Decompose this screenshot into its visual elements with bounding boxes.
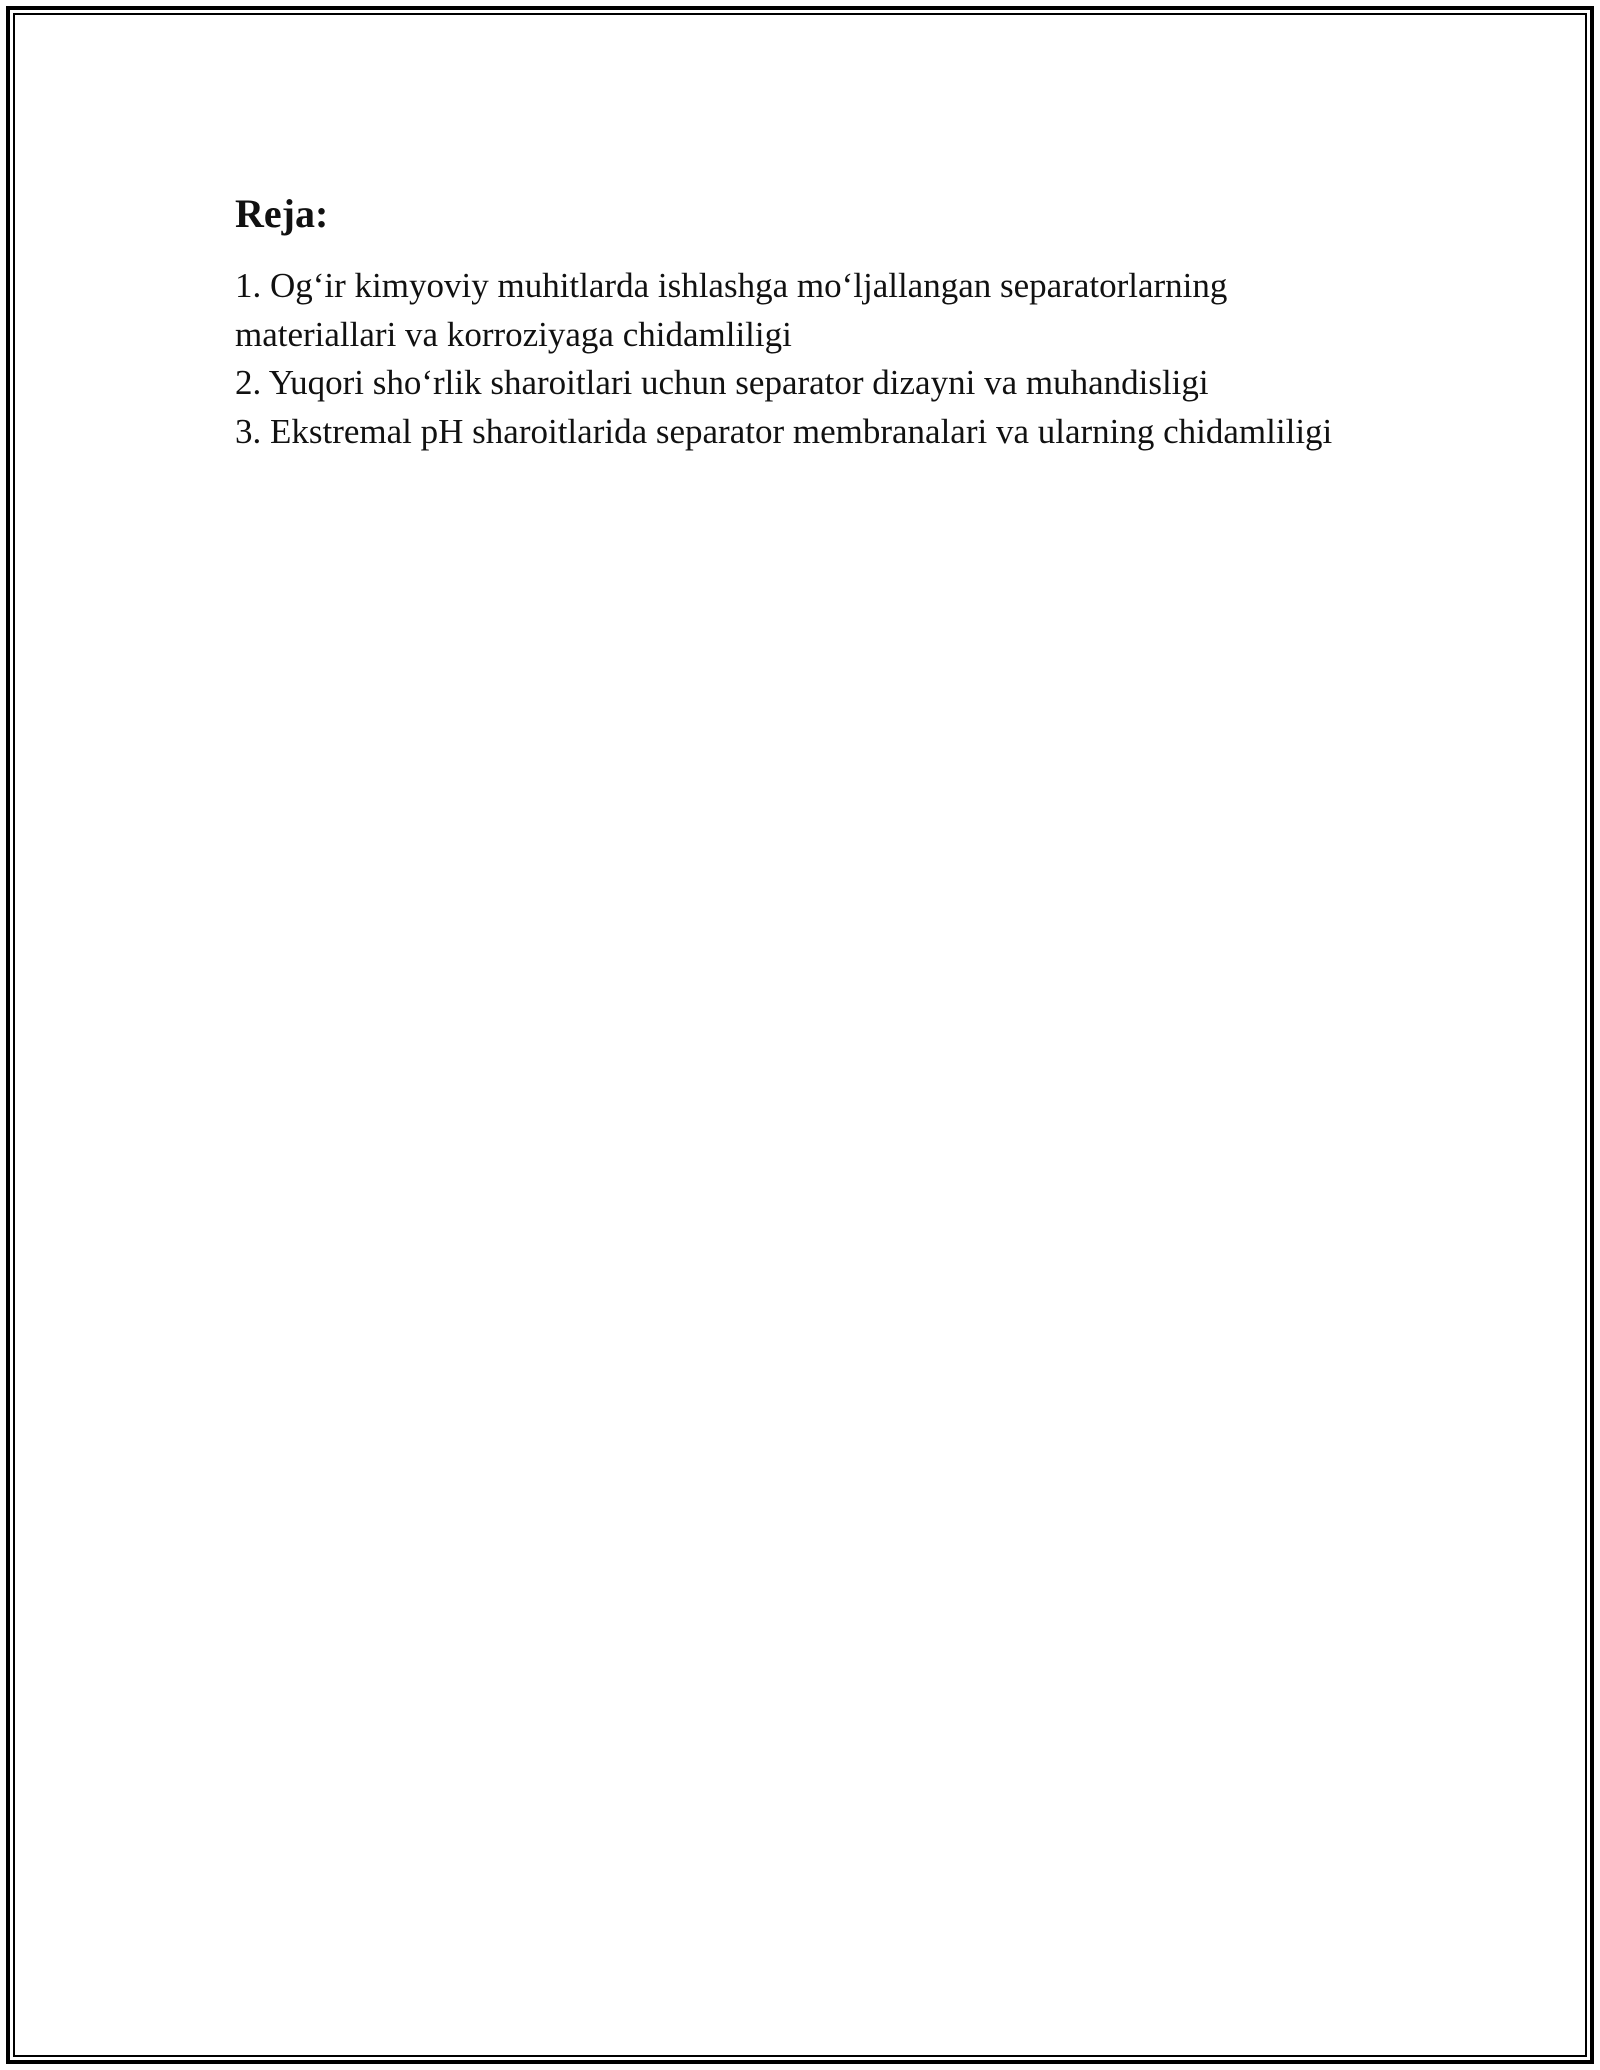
plan-item-2: 2. Yuqori sho‘rlik sharoitlari uchun separator dizayni va muhandisligi [235, 363, 1209, 402]
plan-item-3: 3. Ekstremal pH sharoitlarida separator membranalari va ularning chidamliligi [235, 411, 1333, 451]
plan-item-1: 1. Og‘ir kimyoviy muhitlarda ishlashga mo‘ljallangan separatorlarning materiallari va korroziyaga chidamliligi [235, 266, 1228, 354]
page-title: Reja: [235, 191, 329, 236]
document-body [235, 186, 1355, 456]
plan-list [235, 262, 1355, 456]
